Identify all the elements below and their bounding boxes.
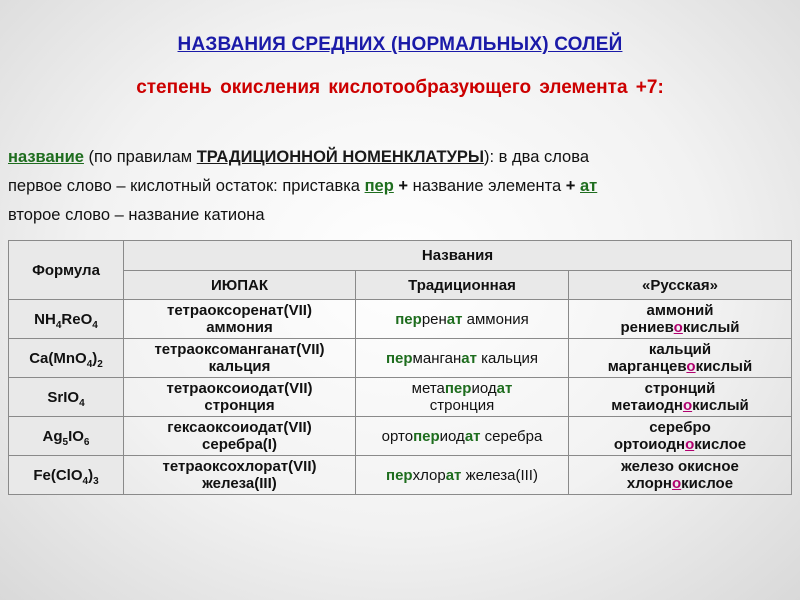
plus-sign-1: +	[393, 177, 413, 195]
table-row	[9, 300, 792, 339]
formula-subscript: 4	[55, 319, 62, 331]
rus-part: кислое	[681, 475, 734, 492]
rule-close-text: ): в два слова	[484, 148, 589, 166]
formula-cell	[9, 339, 124, 378]
rule-line-3: второе слово – название катиона	[8, 206, 265, 224]
iupac-name-cell	[124, 417, 356, 456]
trad-prefix-per: пер	[413, 427, 440, 445]
header-names: Названия	[124, 241, 792, 271]
formula-cell	[9, 378, 124, 417]
russian-name-cell	[569, 417, 792, 456]
traditional-name-cell	[356, 417, 569, 456]
rus-line-1: аммоний	[646, 302, 714, 319]
rus-part: марганцев	[607, 358, 687, 375]
rus-part: кислое	[694, 436, 747, 453]
rus-connector-o: о	[685, 436, 695, 453]
header-row-1	[9, 241, 792, 271]
header-formula: Формула	[9, 241, 124, 300]
header-iupac: ИЮПАК	[124, 271, 356, 300]
rus-part: кислый	[692, 397, 749, 414]
traditional-name-cell	[356, 378, 569, 417]
page-title: НАЗВАНИЯ СРЕДНИХ (НОРМАЛЬНЫХ) СОЛЕЙ	[177, 34, 623, 55]
rus-line-1: серебро	[649, 419, 711, 436]
trad-suffix-at: ат	[464, 427, 481, 445]
trad-part: орто	[381, 427, 414, 445]
name-word: название	[8, 148, 84, 166]
trad-part: аммония	[462, 310, 529, 328]
rus-connector-o: о	[682, 397, 693, 414]
header-traditional: Традиционная	[356, 271, 569, 300]
element-name-text: название элемента	[412, 177, 562, 195]
rule-open-text: (по правилам	[83, 148, 197, 166]
formula-part: Ag	[42, 427, 63, 445]
iupac-line-1: тетраоксоренат(VII)	[167, 302, 312, 319]
iupac-line-1: тетраоксоманганат(VII)	[154, 341, 325, 358]
iupac-line-2: железа(III)	[202, 475, 277, 492]
iupac-line-2: кальция	[208, 358, 271, 375]
rule-line-2	[8, 175, 597, 204]
naming-rules	[8, 146, 597, 233]
rus-connector-o: о	[671, 475, 682, 492]
table-row	[9, 378, 792, 417]
formula-part: NH	[34, 310, 56, 328]
iupac-name-cell	[124, 456, 356, 495]
trad-line-1	[359, 380, 565, 397]
iupac-line-2: стронция	[204, 397, 275, 414]
trad-prefix-per: пер	[386, 466, 413, 484]
rus-line-2	[572, 358, 788, 375]
iupac-line-1: тетраоксоиодат(VII)	[166, 380, 313, 397]
trad-prefix-per: пер	[385, 349, 413, 367]
rus-line-1: кальций	[648, 341, 712, 358]
trad-part: железа(III)	[461, 466, 538, 484]
formula-part: )	[92, 349, 98, 367]
formula-part: Fe(ClO	[33, 466, 83, 484]
page-subtitle: степень окисления кислотообразующего элемента +7:	[136, 77, 664, 98]
iupac-line-2: серебра(I)	[202, 436, 277, 453]
trad-prefix-per: пер	[395, 310, 422, 328]
formula-subscript: 3	[93, 475, 99, 487]
formula-part: Ca(MnO	[29, 349, 87, 367]
trad-suffix-at: ат	[496, 380, 513, 397]
formula-subscript: 2	[97, 358, 103, 370]
rus-part: кислый	[682, 319, 740, 336]
trad-suffix-at: ат	[461, 349, 477, 367]
rus-connector-o: о	[686, 358, 696, 375]
iupac-name-cell	[124, 378, 356, 417]
formula-cell	[9, 456, 124, 495]
formula-subscript: 4	[86, 358, 93, 370]
formula-part: )	[88, 466, 94, 484]
formula-subscript: 4	[92, 319, 98, 331]
formula-cell	[9, 417, 124, 456]
rus-line-2	[572, 475, 788, 492]
trad-line-2: стронция	[429, 397, 495, 414]
prefix-per: пер	[364, 177, 394, 195]
rus-line-2	[572, 319, 788, 336]
russian-name-cell	[569, 300, 792, 339]
formula-subscript: 6	[83, 436, 90, 448]
iupac-line-1: тетраоксохлорат(VII)	[162, 458, 317, 475]
russian-name-cell	[569, 456, 792, 495]
rule-first-word-text: первое слово – кислотный остаток: приставка	[8, 177, 365, 195]
trad-suffix-at: ат	[446, 310, 463, 328]
header-russian: «Русская»	[569, 271, 792, 300]
formula-subscript: 5	[62, 436, 69, 448]
traditional-name-cell	[356, 339, 569, 378]
rus-line-2	[572, 436, 788, 453]
trad-prefix-per: пер	[444, 380, 472, 397]
rus-part: кислый	[695, 358, 753, 375]
traditional-name-cell	[356, 300, 569, 339]
formula-part: IO	[68, 427, 84, 445]
rus-line-2	[572, 397, 788, 414]
traditional-name-cell	[356, 456, 569, 495]
iupac-line-1: гексаоксоиодат(VII)	[167, 419, 312, 436]
formula-cell	[9, 300, 124, 339]
trad-part: серебра	[480, 427, 543, 445]
rus-line-1: стронций	[644, 380, 716, 397]
rus-line-1: железо окисное	[621, 458, 739, 475]
table-row	[9, 417, 792, 456]
iupac-name-cell	[124, 339, 356, 378]
formula-part: ReO	[61, 310, 93, 328]
iupac-name-cell	[124, 300, 356, 339]
header-row-2	[9, 271, 792, 300]
trad-suffix-at: ат	[445, 466, 462, 484]
formula-subscript: 4	[79, 397, 85, 409]
rus-part: рениев	[620, 319, 674, 336]
rus-part: ортоиодн	[613, 436, 686, 453]
trad-part: иод	[471, 380, 497, 397]
russian-name-cell	[569, 339, 792, 378]
rus-part: метаиодн	[611, 397, 683, 414]
nomenclature-term: ТРАДИЦИОННОЙ НОМЕНКЛАТУРЫ	[196, 148, 485, 166]
trad-part: мета	[411, 380, 445, 397]
suffix-at: ат	[580, 177, 598, 195]
salt-names-table	[8, 240, 792, 495]
russian-name-cell	[569, 378, 792, 417]
trad-part: кальция	[476, 349, 539, 367]
trad-part: хлор	[412, 466, 446, 484]
table-row	[9, 339, 792, 378]
formula-part: SrIO	[47, 388, 80, 406]
formula-subscript: 4	[82, 475, 89, 487]
trad-part: рен	[421, 310, 447, 328]
trad-part: иод	[439, 427, 465, 445]
rus-part: хлорн	[626, 475, 672, 492]
rule-line-1	[8, 146, 597, 175]
trad-part: манган	[412, 349, 462, 367]
plus-sign-2: +	[561, 177, 580, 195]
iupac-line-2: аммония	[206, 319, 273, 336]
table-row	[9, 456, 792, 495]
rus-connector-o: о	[673, 319, 683, 336]
